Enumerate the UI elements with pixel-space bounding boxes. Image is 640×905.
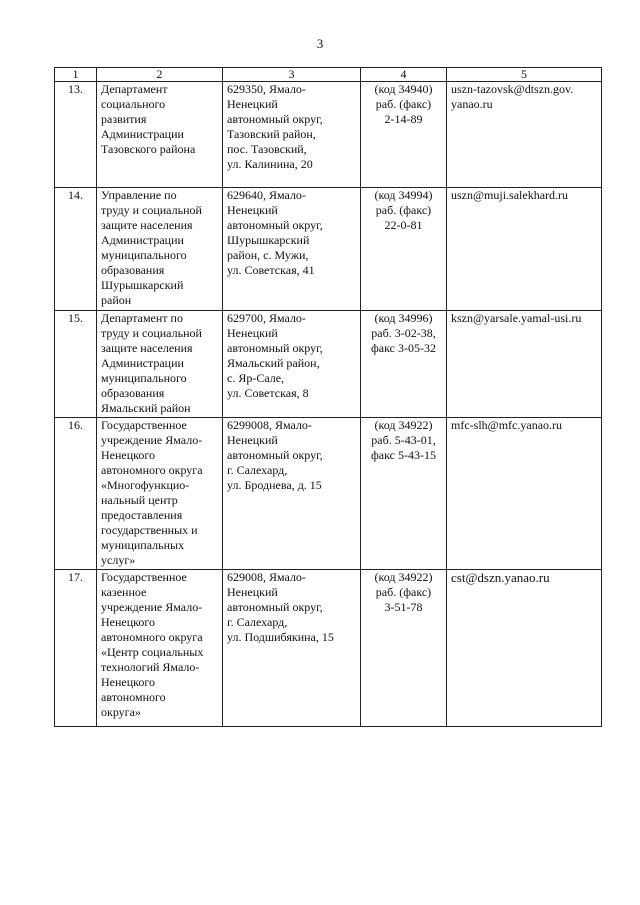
phone-line: раб. 5-43-01, bbox=[371, 433, 436, 447]
row-number: 14. bbox=[68, 188, 83, 202]
address-line: Тазовский район, bbox=[227, 127, 316, 141]
organization-name-line: развития bbox=[101, 112, 147, 126]
organization-name-line: учреждение Ямало- bbox=[101, 600, 203, 614]
row-number: 16. bbox=[68, 418, 83, 432]
address-cell bbox=[223, 311, 361, 418]
organization-name-line: Тазовского района bbox=[101, 142, 196, 156]
organization-name-line: Ямальский район bbox=[101, 401, 191, 415]
column-header: 4 bbox=[361, 68, 447, 82]
organization-name-cell bbox=[97, 311, 223, 418]
address-cell bbox=[223, 418, 361, 570]
email-cell bbox=[447, 188, 602, 311]
organization-name-line: муниципальных bbox=[101, 538, 185, 552]
organization-name-line: округа» bbox=[101, 705, 141, 719]
address-line: Ненецкий bbox=[227, 585, 278, 599]
phone-line: раб. (факс) bbox=[375, 203, 432, 217]
organization-name-line: нальный центр bbox=[101, 493, 178, 507]
phone-cell bbox=[361, 311, 447, 418]
address-cell bbox=[223, 82, 361, 188]
row-number-cell bbox=[55, 82, 97, 188]
organization-name-line: район bbox=[101, 293, 132, 307]
email-line: cst@dszn.yanao.ru bbox=[451, 570, 550, 585]
address-line: ул. Советская, 8 bbox=[227, 386, 309, 400]
email-cell bbox=[447, 311, 602, 418]
organization-name-line: Департамент bbox=[101, 82, 168, 96]
organization-name-line: услуг» bbox=[101, 553, 136, 567]
organization-name-line: Ненецкого bbox=[101, 675, 156, 689]
phone-line: (код 34922) bbox=[374, 418, 433, 432]
address-line: автономный округ, bbox=[227, 341, 323, 355]
email-line: mfc-slh@mfc.yanao.ru bbox=[451, 418, 563, 432]
phone-line: раб. 3-02-38, bbox=[371, 326, 436, 340]
email-cell bbox=[447, 570, 602, 727]
row-number-cell bbox=[55, 570, 97, 727]
organization-name-line: труду и социальной bbox=[101, 326, 202, 340]
phone-line: (код 34994) bbox=[374, 188, 433, 202]
row-number: 13. bbox=[68, 82, 83, 96]
contacts-table bbox=[54, 67, 602, 727]
address-line: 629700, Ямало- bbox=[227, 311, 306, 325]
phone-line: (код 34996) bbox=[374, 311, 433, 325]
organization-name-line: автономного bbox=[101, 690, 166, 704]
phone-line: факс 5-43-15 bbox=[371, 448, 436, 462]
address-line: Ненецкий bbox=[227, 326, 278, 340]
phone-line: (код 34922) bbox=[374, 570, 433, 584]
address-line: 629640, Ямало- bbox=[227, 188, 306, 202]
organization-name-cell bbox=[97, 418, 223, 570]
organization-name-line: образования bbox=[101, 263, 165, 277]
table-row bbox=[55, 188, 602, 311]
table-row bbox=[55, 311, 602, 418]
email-line: uszn-tazovsk@dtszn.gov. bbox=[451, 82, 574, 96]
phone-line: факс 3-05-32 bbox=[371, 341, 436, 355]
phone-line: 3-51-78 bbox=[384, 600, 423, 614]
address-line: автономный округ, bbox=[227, 448, 323, 462]
organization-name-line: государственных и bbox=[101, 523, 198, 537]
organization-name-line: Департамент по bbox=[101, 311, 183, 325]
organization-name-line: Государственное bbox=[101, 418, 187, 432]
address-line: ул. Советская, 41 bbox=[227, 263, 315, 277]
organization-name-line: Ненецкого bbox=[101, 448, 156, 462]
organization-name-line: Ненецкого bbox=[101, 615, 156, 629]
address-line: ул. Броднева, д. 15 bbox=[227, 478, 322, 492]
address-line: ул. Калинина, 20 bbox=[227, 157, 313, 171]
address-line: Ненецкий bbox=[227, 203, 278, 217]
address-line: 629350, Ямало- bbox=[227, 82, 306, 96]
organization-name-line: Администрации bbox=[101, 127, 184, 141]
page-number: 3 bbox=[316, 36, 324, 51]
phone-line: раб. (факс) bbox=[375, 585, 432, 599]
row-number: 17. bbox=[68, 570, 83, 584]
email-cell bbox=[447, 418, 602, 570]
phone-cell bbox=[361, 188, 447, 311]
row-number-cell bbox=[55, 188, 97, 311]
organization-name-line: «Центр социальных bbox=[101, 645, 204, 659]
phone-cell bbox=[361, 418, 447, 570]
organization-name-line: Управление по bbox=[101, 188, 177, 202]
organization-name-cell bbox=[97, 188, 223, 311]
organization-name-line: автономного округа bbox=[101, 463, 203, 477]
address-line: Шурышкарский bbox=[227, 233, 310, 247]
organization-name-line: учреждение Ямало- bbox=[101, 433, 203, 447]
address-line: с. Яр-Сале, bbox=[227, 371, 285, 385]
address-line: Ямальский район, bbox=[227, 356, 320, 370]
row-number-cell bbox=[55, 418, 97, 570]
organization-name-line: образования bbox=[101, 386, 165, 400]
table-row bbox=[55, 418, 602, 570]
address-line: автономный округ, bbox=[227, 218, 323, 232]
organization-name-line: технологий Ямало- bbox=[101, 660, 200, 674]
address-line: ул. Подшибякина, 15 bbox=[227, 630, 334, 644]
organization-name-line: труду и социальной bbox=[101, 203, 202, 217]
address-line: автономный округ, bbox=[227, 600, 323, 614]
row-number-cell bbox=[55, 311, 97, 418]
column-header: 2 bbox=[97, 68, 223, 82]
phone-line: 22-0-81 bbox=[384, 218, 423, 232]
organization-name-line: защите населения bbox=[101, 341, 193, 355]
phone-line: раб. (факс) bbox=[375, 97, 432, 111]
organization-name-line: муниципального bbox=[101, 371, 187, 385]
table-row bbox=[55, 82, 602, 188]
organization-name-line: предоставления bbox=[101, 508, 183, 522]
organization-name-line: социального bbox=[101, 97, 166, 111]
column-header: 1 bbox=[55, 68, 97, 82]
address-line: 629008, Ямало- bbox=[227, 570, 306, 584]
address-cell bbox=[223, 570, 361, 727]
address-cell bbox=[223, 188, 361, 311]
organization-name-line: казенное bbox=[101, 585, 147, 599]
address-line: г. Салехард, bbox=[227, 615, 288, 629]
address-line: Ненецкий bbox=[227, 97, 278, 111]
table-row bbox=[55, 570, 602, 727]
organization-name-line: «Многофункцио- bbox=[101, 478, 190, 492]
address-line: пос. Тазовский, bbox=[227, 142, 307, 156]
column-header: 5 bbox=[447, 68, 602, 82]
table-header-row bbox=[55, 68, 602, 82]
email-cell bbox=[447, 82, 602, 188]
organization-name-line: Администрации bbox=[101, 356, 184, 370]
phone-line: 2-14-89 bbox=[384, 112, 423, 126]
address-line: г. Салехард, bbox=[227, 463, 288, 477]
address-line: автономный округ, bbox=[227, 112, 323, 126]
email-line: kszn@yarsale.yamal-usi.ru bbox=[451, 311, 582, 325]
column-header: 3 bbox=[223, 68, 361, 82]
organization-name-cell bbox=[97, 82, 223, 188]
phone-cell bbox=[361, 82, 447, 188]
organization-name-line: Государственное bbox=[101, 570, 187, 584]
organization-name-line: Шурышкарский bbox=[101, 278, 184, 292]
phone-line: (код 34940) bbox=[374, 82, 433, 96]
organization-name-line: автономного округа bbox=[101, 630, 203, 644]
organization-name-cell bbox=[97, 570, 223, 727]
organization-name-line: муниципального bbox=[101, 248, 187, 262]
email-line: uszn@muji.salekhard.ru bbox=[451, 188, 569, 202]
address-line: 6299008, Ямало- bbox=[227, 418, 312, 432]
address-line: Ненецкий bbox=[227, 433, 278, 447]
address-line: район, с. Мужи, bbox=[227, 248, 309, 262]
organization-name-line: Администрации bbox=[101, 233, 184, 247]
phone-cell bbox=[361, 570, 447, 727]
email-line: yanao.ru bbox=[451, 97, 493, 111]
organization-name-line: защите населения bbox=[101, 218, 193, 232]
row-number: 15. bbox=[68, 311, 83, 325]
